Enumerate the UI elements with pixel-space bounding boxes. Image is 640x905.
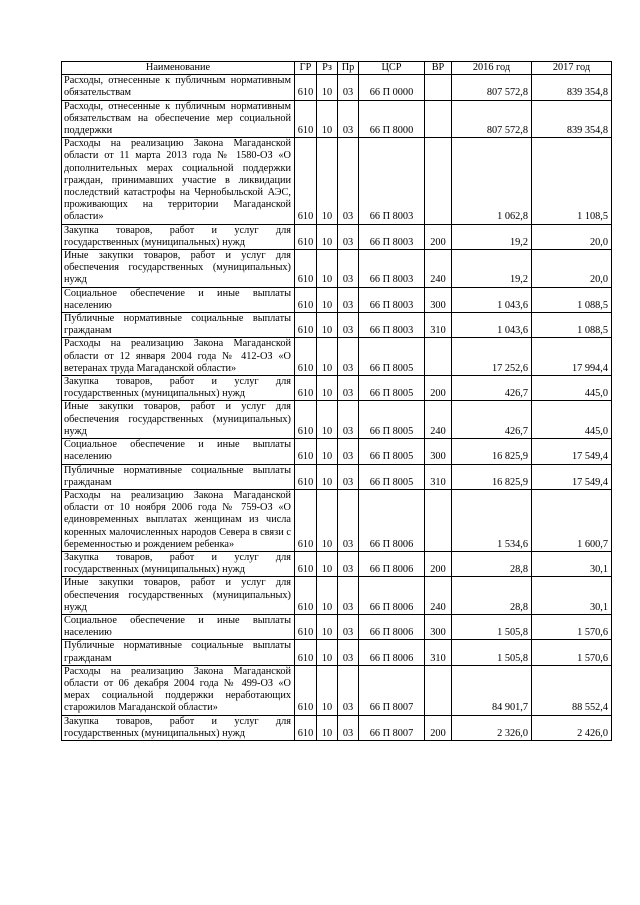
table-row — [62, 464, 612, 489]
cell-2017: 20,0 — [532, 250, 612, 288]
cell-csr: 66 П 8005 — [359, 439, 425, 464]
cell-gr: 610 — [295, 313, 317, 338]
cell-name: Иные закупки товаров, работ и услуг для обеспечения государственных (муниципальных) нужд — [62, 577, 295, 615]
cell-gr: 610 — [295, 551, 317, 576]
cell-2017: 17 549,4 — [532, 439, 612, 464]
cell-rz: 10 — [317, 439, 338, 464]
table-row — [62, 138, 612, 224]
cell-gr: 610 — [295, 100, 317, 138]
cell-2017: 445,0 — [532, 376, 612, 401]
cell-2016: 807 572,8 — [452, 100, 532, 138]
cell-csr: 66 П 8003 — [359, 250, 425, 288]
cell-2016: 16 825,9 — [452, 464, 532, 489]
table-row — [62, 551, 612, 576]
cell-name: Расходы, отнесенные к публичным нормативным обязательствам на обеспечение мер социальной поддержки — [62, 100, 295, 138]
cell-2017: 2 426,0 — [532, 715, 612, 740]
cell-2016: 1 043,6 — [452, 313, 532, 338]
header-name: Наименование — [62, 62, 295, 75]
cell-2017: 1 108,5 — [532, 138, 612, 224]
table-row — [62, 577, 612, 615]
cell-rz: 10 — [317, 640, 338, 665]
cell-name: Расходы на реализацию Закона Магаданской области от 06 декабря 2004 года № 499-ОЗ «О мерах социальной поддержки неработающих старожилов Магаданской области» — [62, 665, 295, 715]
cell-vr — [425, 665, 452, 715]
table-row — [62, 287, 612, 312]
cell-csr: 66 П 8005 — [359, 464, 425, 489]
cell-rz: 10 — [317, 250, 338, 288]
cell-csr: 66 П 8006 — [359, 614, 425, 639]
cell-csr: 66 П 8005 — [359, 376, 425, 401]
cell-vr — [425, 489, 452, 551]
cell-rz: 10 — [317, 138, 338, 224]
cell-2016: 19,2 — [452, 250, 532, 288]
cell-2016: 17 252,6 — [452, 338, 532, 376]
cell-gr: 610 — [295, 224, 317, 249]
cell-csr: 66 П 8006 — [359, 551, 425, 576]
cell-2017: 20,0 — [532, 224, 612, 249]
cell-rz: 10 — [317, 376, 338, 401]
table-row — [62, 614, 612, 639]
cell-csr: 66 П 8003 — [359, 224, 425, 249]
cell-rz: 10 — [317, 100, 338, 138]
cell-gr: 610 — [295, 439, 317, 464]
cell-gr: 610 — [295, 464, 317, 489]
table-row — [62, 75, 612, 100]
cell-pr: 03 — [338, 401, 359, 439]
cell-vr: 200 — [425, 224, 452, 249]
cell-pr: 03 — [338, 464, 359, 489]
cell-csr: 66 П 8005 — [359, 338, 425, 376]
cell-vr: 310 — [425, 640, 452, 665]
cell-name: Расходы на реализацию Закона Магаданской области от 11 марта 2013 года № 1580-ОЗ «О дополнительных мерах социальной поддержки граждан, принимавших участие в ликвидации последствий катастрофы на Чернобыльской АЭС, проживающих на территории Магаданской области» — [62, 138, 295, 224]
cell-pr: 03 — [338, 439, 359, 464]
budget-table — [61, 61, 612, 741]
cell-csr: 66 П 0000 — [359, 75, 425, 100]
cell-gr: 610 — [295, 401, 317, 439]
cell-2016: 16 825,9 — [452, 439, 532, 464]
cell-2016: 28,8 — [452, 577, 532, 615]
cell-vr — [425, 138, 452, 224]
cell-2017: 1 570,6 — [532, 614, 612, 639]
cell-vr: 310 — [425, 313, 452, 338]
cell-2016: 1 043,6 — [452, 287, 532, 312]
table-row — [62, 401, 612, 439]
cell-pr: 03 — [338, 338, 359, 376]
cell-2016: 426,7 — [452, 401, 532, 439]
cell-pr: 03 — [338, 138, 359, 224]
cell-csr: 66 П 8007 — [359, 665, 425, 715]
cell-name: Расходы на реализацию Закона Магаданской области от 12 января 2004 года № 412-ОЗ «О ветеранах труда Магаданской области» — [62, 338, 295, 376]
cell-name: Расходы, отнесенные к публичным нормативным обязательствам — [62, 75, 295, 100]
cell-csr: 66 П 8005 — [359, 401, 425, 439]
cell-vr: 300 — [425, 439, 452, 464]
cell-gr: 610 — [295, 250, 317, 288]
cell-gr: 610 — [295, 640, 317, 665]
cell-pr: 03 — [338, 665, 359, 715]
table-row — [62, 100, 612, 138]
cell-vr: 200 — [425, 551, 452, 576]
cell-name: Иные закупки товаров, работ и услуг для обеспечения государственных (муниципальных) нужд — [62, 250, 295, 288]
table-row — [62, 338, 612, 376]
cell-rz: 10 — [317, 464, 338, 489]
cell-vr: 240 — [425, 577, 452, 615]
cell-name: Закупка товаров, работ и услуг для государственных (муниципальных) нужд — [62, 224, 295, 249]
cell-2017: 1 088,5 — [532, 287, 612, 312]
cell-csr: 66 П 8006 — [359, 640, 425, 665]
cell-gr: 610 — [295, 614, 317, 639]
table-row — [62, 665, 612, 715]
cell-rz: 10 — [317, 551, 338, 576]
header-pr: Пр — [338, 62, 359, 75]
cell-name: Закупка товаров, работ и услуг для государственных (муниципальных) нужд — [62, 551, 295, 576]
cell-2016: 2 326,0 — [452, 715, 532, 740]
header-vr: ВР — [425, 62, 452, 75]
cell-2016: 28,8 — [452, 551, 532, 576]
cell-csr: 66 П 8006 — [359, 577, 425, 615]
table-row — [62, 489, 612, 551]
cell-pr: 03 — [338, 250, 359, 288]
document-page — [61, 61, 611, 741]
table-row — [62, 640, 612, 665]
cell-name: Социальное обеспечение и иные выплаты населению — [62, 287, 295, 312]
cell-name: Публичные нормативные социальные выплаты гражданам — [62, 313, 295, 338]
cell-pr: 03 — [338, 614, 359, 639]
cell-gr: 610 — [295, 338, 317, 376]
table-row — [62, 250, 612, 288]
header-2016: 2016 год — [452, 62, 532, 75]
cell-rz: 10 — [317, 313, 338, 338]
cell-2016: 807 572,8 — [452, 75, 532, 100]
cell-gr: 610 — [295, 665, 317, 715]
cell-2017: 839 354,8 — [532, 75, 612, 100]
cell-2017: 445,0 — [532, 401, 612, 439]
cell-2017: 30,1 — [532, 551, 612, 576]
cell-csr: 66 П 8000 — [359, 100, 425, 138]
cell-2016: 1 534,6 — [452, 489, 532, 551]
cell-2017: 1 570,6 — [532, 640, 612, 665]
cell-gr: 610 — [295, 75, 317, 100]
cell-vr — [425, 338, 452, 376]
cell-pr: 03 — [338, 313, 359, 338]
cell-csr: 66 П 8007 — [359, 715, 425, 740]
cell-rz: 10 — [317, 489, 338, 551]
cell-2016: 1 062,8 — [452, 138, 532, 224]
cell-vr — [425, 100, 452, 138]
cell-name: Публичные нормативные социальные выплаты гражданам — [62, 464, 295, 489]
table-row — [62, 224, 612, 249]
table-row — [62, 376, 612, 401]
cell-pr: 03 — [338, 224, 359, 249]
cell-2016: 19,2 — [452, 224, 532, 249]
cell-2017: 30,1 — [532, 577, 612, 615]
cell-gr: 610 — [295, 287, 317, 312]
cell-rz: 10 — [317, 715, 338, 740]
table-row — [62, 313, 612, 338]
cell-name: Закупка товаров, работ и услуг для государственных (муниципальных) нужд — [62, 715, 295, 740]
table-row — [62, 439, 612, 464]
cell-rz: 10 — [317, 287, 338, 312]
cell-2016: 1 505,8 — [452, 614, 532, 639]
cell-gr: 610 — [295, 715, 317, 740]
header-2017: 2017 год — [532, 62, 612, 75]
cell-2017: 839 354,8 — [532, 100, 612, 138]
cell-vr: 310 — [425, 464, 452, 489]
cell-pr: 03 — [338, 640, 359, 665]
cell-rz: 10 — [317, 401, 338, 439]
cell-csr: 66 П 8006 — [359, 489, 425, 551]
cell-gr: 610 — [295, 577, 317, 615]
cell-vr: 300 — [425, 614, 452, 639]
cell-name: Социальное обеспечение и иные выплаты населению — [62, 439, 295, 464]
cell-name: Публичные нормативные социальные выплаты гражданам — [62, 640, 295, 665]
cell-gr: 610 — [295, 138, 317, 224]
cell-2016: 1 505,8 — [452, 640, 532, 665]
table-body — [62, 75, 612, 741]
cell-2017: 1 088,5 — [532, 313, 612, 338]
cell-pr: 03 — [338, 489, 359, 551]
cell-2017: 1 600,7 — [532, 489, 612, 551]
cell-pr: 03 — [338, 715, 359, 740]
cell-vr: 200 — [425, 715, 452, 740]
cell-vr: 240 — [425, 250, 452, 288]
cell-name: Иные закупки товаров, работ и услуг для обеспечения государственных (муниципальных) нужд — [62, 401, 295, 439]
cell-pr: 03 — [338, 100, 359, 138]
cell-2016: 84 901,7 — [452, 665, 532, 715]
cell-rz: 10 — [317, 665, 338, 715]
cell-vr: 240 — [425, 401, 452, 439]
header-csr: ЦСР — [359, 62, 425, 75]
header-gr: ГР — [295, 62, 317, 75]
cell-vr — [425, 75, 452, 100]
cell-csr: 66 П 8003 — [359, 313, 425, 338]
cell-pr: 03 — [338, 551, 359, 576]
cell-pr: 03 — [338, 577, 359, 615]
header-rz: Рз — [317, 62, 338, 75]
cell-pr: 03 — [338, 75, 359, 100]
cell-rz: 10 — [317, 224, 338, 249]
cell-rz: 10 — [317, 338, 338, 376]
cell-pr: 03 — [338, 287, 359, 312]
cell-2017: 17 549,4 — [532, 464, 612, 489]
cell-name: Расходы на реализацию Закона Магаданской области от 10 ноября 2006 года № 759-ОЗ «О единовременных выплатах женщинам из числа коренных малочисленных народов Севера в связи с беременностью и рождением ребенка» — [62, 489, 295, 551]
cell-2016: 426,7 — [452, 376, 532, 401]
cell-name: Социальное обеспечение и иные выплаты населению — [62, 614, 295, 639]
cell-csr: 66 П 8003 — [359, 138, 425, 224]
cell-vr: 300 — [425, 287, 452, 312]
table-row — [62, 715, 612, 740]
cell-2017: 17 994,4 — [532, 338, 612, 376]
cell-gr: 610 — [295, 376, 317, 401]
cell-gr: 610 — [295, 489, 317, 551]
cell-pr: 03 — [338, 376, 359, 401]
table-header-row — [62, 62, 612, 75]
cell-csr: 66 П 8003 — [359, 287, 425, 312]
cell-rz: 10 — [317, 75, 338, 100]
cell-rz: 10 — [317, 577, 338, 615]
cell-vr: 200 — [425, 376, 452, 401]
cell-rz: 10 — [317, 614, 338, 639]
cell-name: Закупка товаров, работ и услуг для государственных (муниципальных) нужд — [62, 376, 295, 401]
cell-2017: 88 552,4 — [532, 665, 612, 715]
